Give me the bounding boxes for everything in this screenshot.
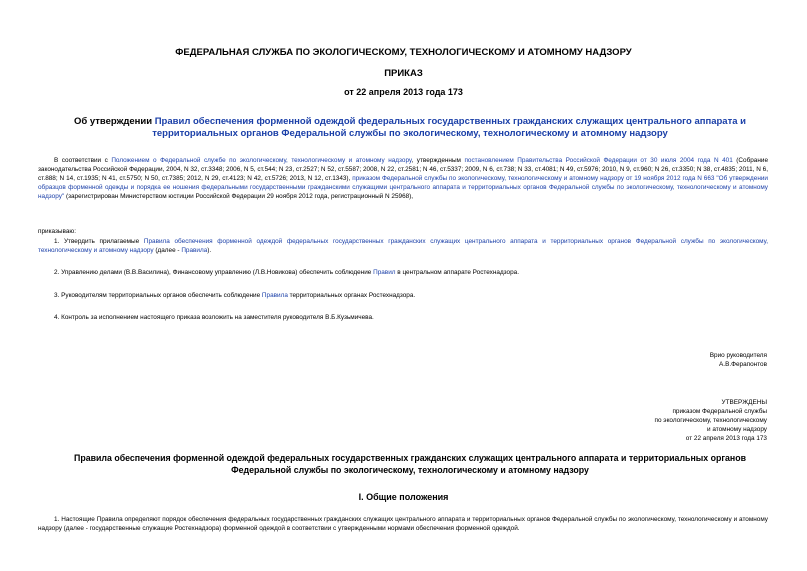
order-item-1 — [38, 237, 768, 255]
item2-text-2: в центральном аппарате Ростехнадзора. — [395, 269, 519, 276]
agency-name: ФЕДЕРАЛЬНАЯ СЛУЖБА ПО ЭКОЛОГИЧЕСКОМУ, ТЕХНОЛОГИЧЕСКОМУ И АТОМНОМУ НАДЗОРУ — [175, 47, 632, 58]
item3-text-1: 3. Руководителям территориальных органов обеспечить соблюдение — [54, 292, 262, 299]
preamble-text-4: (зарегистрирован Министерством юстиции Российской Федерации 29 ноября 2012 года, регистрационный N 25968), — [64, 193, 414, 201]
regulation-link[interactable]: Положением о Федеральной службе по экологическому, технологическому и атомному надзору — [111, 157, 412, 164]
order-item-4: 4. Контроль за исполнением настоящего приказа возложить на заместителя руководителя В.Б.Кузьмичева. — [54, 314, 374, 321]
item1-text-2: (далее - — [153, 247, 182, 255]
approval-line-5: от 22 апреля 2013 года 173 — [685, 435, 767, 443]
approval-block — [655, 398, 767, 443]
government-decree-link[interactable]: постановлением Правительства Российской Федерации от 30 июля 2004 года N 401 — [464, 157, 733, 164]
order-item-3 — [38, 291, 768, 300]
section-title: I. Общие положения — [358, 492, 449, 502]
item3-text-2: территориальных органах Ростехнадзора. — [287, 292, 416, 299]
signature-name: А.В.Ферапонтов — [719, 361, 767, 369]
item1-text-1: 1. Утвердить прилагаемые — [54, 238, 144, 245]
preamble-text-2: , утвержденным — [411, 157, 465, 164]
title-rules-link[interactable]: Правил обеспечения форменной одеждой федеральных государственных гражданских служащих центрального аппарата и территориальных органов Федеральной службы по экологическому, технологическому и атомному надзору — [152, 116, 746, 139]
signature-block — [710, 351, 767, 369]
item1-rules-link[interactable]: Правила обеспечения форменной одеждой федеральных государственных гражданских служащих центрального аппарата и территориальных органов Федеральной службы по экологическому, технологическому и атомному надзору — [38, 238, 768, 255]
approval-line-3: по экологическому, технологическому — [654, 417, 767, 425]
doc-date-number: от 22 апреля 2013 года 173 — [344, 87, 463, 97]
item1-short-rules-link[interactable]: Правила — [181, 247, 208, 255]
signature-position: Врио руководителя — [709, 352, 767, 359]
preamble-text-3: (Собрание законодательства Российской Федерации, 2004, N 32, ст.3348; 2006, N 5, ст.544; N 23, ст.2527; N 52, ст.5587; 2008, N 22, ст.2581; N 46, ст.5337; 2009, N 6, ст.738; N 33, ст.4081; N 49, ст.5976; 2010, N 9, ст.960; N 26, ст.3350; N 38, ст.4835; 2011, N 6, ст.888; N 14, ст.1935; N 41, ст.5750; N 50, ст.7385; 2012, N 29, ст.4123; N 42, ст.5726; 2013, N 12, ст.1343), — [38, 157, 768, 183]
order-item-2 — [38, 268, 768, 277]
approval-line-1: УТВЕРЖДЕНЫ — [721, 399, 767, 406]
item2-rules-link[interactable]: Правил — [373, 269, 396, 276]
item3-rules-link[interactable]: Правила — [261, 292, 288, 299]
order-title — [50, 116, 770, 140]
approval-line-4: и атомному надзору — [707, 426, 767, 434]
item2-text-1: 2. Управлению делами (В.В.Василина), Финансовому управлению (Л.В.Новикова) обеспечить соблюдение — [54, 269, 374, 276]
title-prefix: Об утверждении — [73, 116, 155, 127]
doc-type: ПРИКАЗ — [384, 68, 423, 79]
preamble-text-1: В соответствии с — [54, 157, 112, 164]
rules-title: Правила обеспечения форменной одеждой федеральных государственных гражданских служащих центрального аппарата и территориальных органов Федеральной службы по экологическому, технологическому и атомному надзору — [74, 453, 746, 475]
rules-paragraph-1: 1. Настоящие Правила определяют порядок обеспечения федеральных государственных гражданских служащих центрального аппарата и территориальных органов Федеральной службы по экологическому, технологическому и атомному надзору (далее - государственные служащие Ростехнадзора) форменной одеждой в соответствии с утвержденными нормами обеспечения форменной одеждой. — [38, 516, 768, 533]
order-663-link[interactable]: приказом Федеральной службы по экологическому, технологическому и атомному надзору от 19 ноября 2012 года N 663 "Об утверждении образцов форменной одежды и порядка ее ношения федеральными государственными гражданскими служащими центрального аппарата и территориальных органов Федеральной службы по экологическому, технологическому и атомному надзору" — [38, 175, 769, 201]
preamble-paragraph — [38, 156, 768, 201]
approval-line-2: приказом Федеральной службы — [672, 408, 767, 416]
item1-text-3: ). — [207, 247, 212, 255]
order-word: приказываю: — [38, 228, 76, 235]
